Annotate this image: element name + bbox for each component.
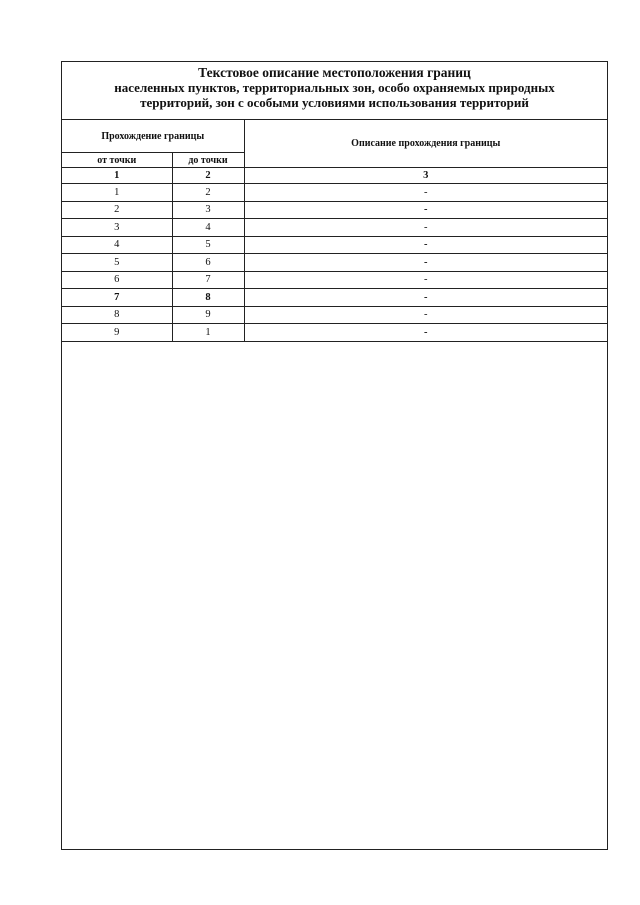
table-row — [62, 324, 607, 342]
description-cell: - — [244, 271, 607, 289]
title-line-1: Текстовое описание местоположения границ — [198, 65, 471, 80]
from-point-cell: 6 — [62, 271, 172, 289]
from-point-cell: 7 — [62, 289, 172, 307]
description-cell: - — [244, 289, 607, 307]
header-to-point: до точки — [172, 153, 244, 168]
from-point-cell: 1 — [62, 184, 172, 202]
from-point-cell: 9 — [62, 324, 172, 342]
description-cell: - — [244, 219, 607, 237]
header-from-point: от точки — [62, 153, 172, 168]
title-line-3: территорий, зон с особыми условиями использования территорий — [140, 95, 529, 110]
header-description: Описание прохождения границы — [244, 120, 607, 168]
column-number-3: 3 — [244, 168, 607, 184]
to-point-cell: 1 — [172, 324, 244, 342]
to-point-cell: 3 — [172, 201, 244, 219]
to-point-cell: 6 — [172, 254, 244, 272]
table-row — [62, 289, 607, 307]
to-point-cell: 2 — [172, 184, 244, 202]
description-cell: - — [244, 324, 607, 342]
title-line-2: населенных пунктов, территориальных зон, особо охраняемых природных — [114, 80, 555, 95]
description-cell: - — [244, 236, 607, 254]
from-point-cell: 4 — [62, 236, 172, 254]
from-point-cell: 5 — [62, 254, 172, 272]
table-row — [62, 236, 607, 254]
description-cell: - — [244, 306, 607, 324]
table-row — [62, 271, 607, 289]
table-row — [62, 219, 607, 237]
description-cell: - — [244, 201, 607, 219]
column-number-1: 1 — [62, 168, 172, 184]
from-point-cell: 3 — [62, 219, 172, 237]
table-row — [62, 184, 607, 202]
boundary-table — [62, 120, 607, 342]
document-title — [62, 62, 607, 120]
table-row — [62, 201, 607, 219]
header-passage: Прохождение границы — [62, 120, 244, 153]
table-row — [62, 254, 607, 272]
from-point-cell: 8 — [62, 306, 172, 324]
description-cell: - — [244, 184, 607, 202]
to-point-cell: 4 — [172, 219, 244, 237]
to-point-cell: 5 — [172, 236, 244, 254]
page-frame — [61, 61, 608, 850]
to-point-cell: 7 — [172, 271, 244, 289]
from-point-cell: 2 — [62, 201, 172, 219]
to-point-cell: 8 — [172, 289, 244, 307]
description-cell: - — [244, 254, 607, 272]
to-point-cell: 9 — [172, 306, 244, 324]
column-number-2: 2 — [172, 168, 244, 184]
table-row — [62, 306, 607, 324]
